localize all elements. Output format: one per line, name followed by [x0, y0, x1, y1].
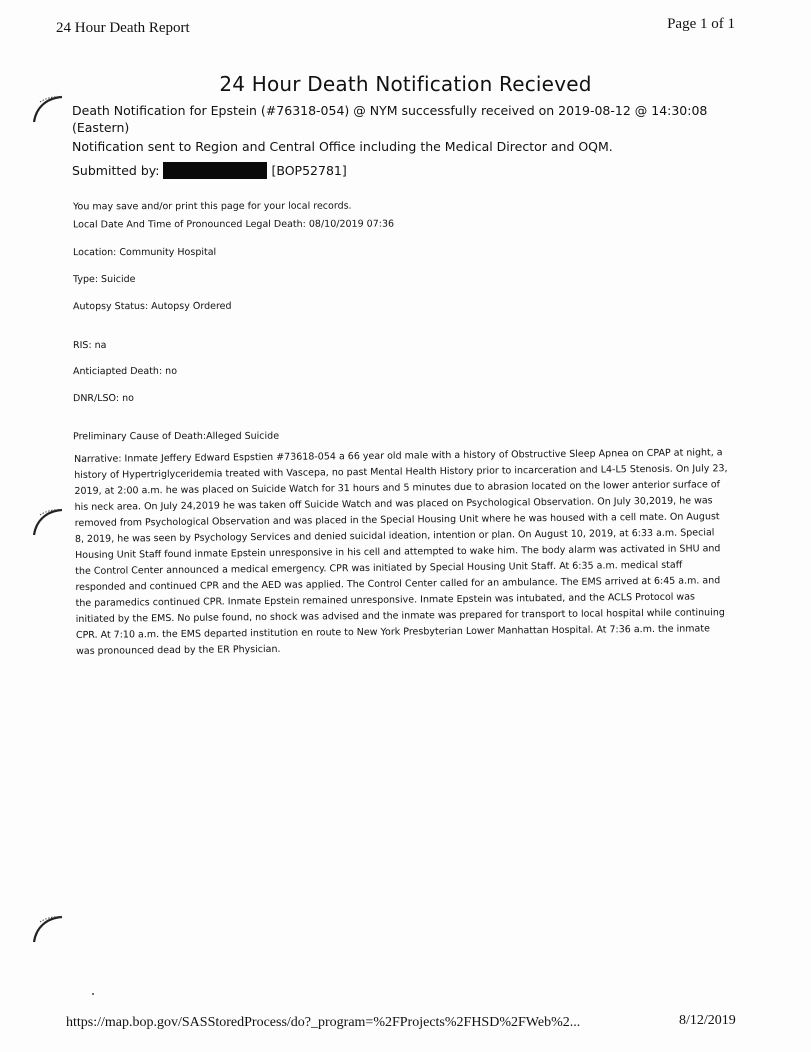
- footer-date: 8/12/2019: [679, 1013, 736, 1028]
- notification-message: Death Notification for Epstein (#76318-054) @ NYM successfully received on 2019-08-12 @ 14:30:08 (Eastern): [72, 103, 708, 135]
- page-title: 24 Hour Death Notification Recieved: [219, 72, 592, 96]
- punch-hole-mark: [30, 912, 66, 948]
- field-location: Location: Community Hospital: [72, 246, 217, 259]
- redaction-bar: [163, 162, 267, 179]
- field-local-date: Local Date And Time of Pronounced Legal Death: 08/10/2019 07:36: [72, 218, 395, 231]
- scan-speck: [92, 993, 94, 995]
- field-type: Type: Suicide: [72, 273, 136, 286]
- punch-hole-mark: [30, 505, 66, 541]
- footer-url: https://map.bop.gov/SASStoredProcess/do?_program=%2FProjects%2FHSD%2FWeb%2...: [66, 1015, 581, 1030]
- field-ris: RIS: na: [72, 339, 107, 352]
- submitted-by-label: Submitted by:: [72, 163, 160, 178]
- field-anticipated-death: Anticiapted Death: no: [72, 365, 178, 378]
- punch-hole-mark: [30, 92, 66, 128]
- field-autopsy-status: Autopsy Status: Autopsy Ordered: [72, 300, 232, 313]
- report-header-title: 24 Hour Death Report: [56, 20, 190, 36]
- submitted-by: [72, 162, 347, 179]
- submitter-id: [BOP52781]: [271, 163, 347, 178]
- page-number: Page 1 of 1: [667, 16, 735, 32]
- save-print-note: You may save and/or print this page for your local records.: [72, 200, 352, 213]
- field-dnr-lso: DNR/LSO: no: [72, 392, 134, 405]
- narrative-text: Narrative: Inmate Jeffery Edward Espstien #73618-054 a 66 year old male with a history of Obstructive Sleep Apnea on CPAP at night, a history of Hypertriglyceridemia treated with Vascepa, no past Mental Health History prior to incarceration and L4-L5 Stenosis. On July 23, 2019, at 2:00 a.m. he was placed on Suicide Watch for 31 hours and 5 minutes due to abrasion located on the lower anterior surface of his neck area. On July 24,2019 he was taken off Suicide Watch and was placed on Psychological Observation. On July 30,2019, he was removed from Psychological Observation and was placed in the Special Housing Unit where he was housed with a cell mate. On August 8, 2019, he was seen by Psychology Services and denied suicidal ideation, intention or plan. On August 10, 2019, at 6:33 a.m. Special Housing Unit Staff found inmate Epstein unresponsive in his cell and attempted to wake him. The body alarm was activated in SHU and the Control Center announced a medical emergency. CPR was initiated by Special Housing Unit Staff. At 6:35 a.m. medical staff responded and continued CPR and the AED was applied. The Control Center called for an ambulance. The EMS arrived at 6:45 a.m. and the paramedics continued CPR. Inmate Epstein remained unresponsive. Inmate Epstein was intubated, and the ACLS Protocol was initiated by the EMS. No pulse found, no shock was advised and the inmate was prepared for transport to local hospital while continuing CPR. At 7:10 a.m. the EMS departed institution en route to New York Presbyterian Lower Manhattan Hospital. At 7:36 a.m. the inmate was pronounced dead by the ER Physician.: [74, 447, 728, 657]
- field-preliminary-cause: Preliminary Cause of Death:Alleged Suicide: [72, 430, 280, 443]
- notification-sent-line: Notification sent to Region and Central Office including the Medical Director and OQM.: [72, 139, 613, 154]
